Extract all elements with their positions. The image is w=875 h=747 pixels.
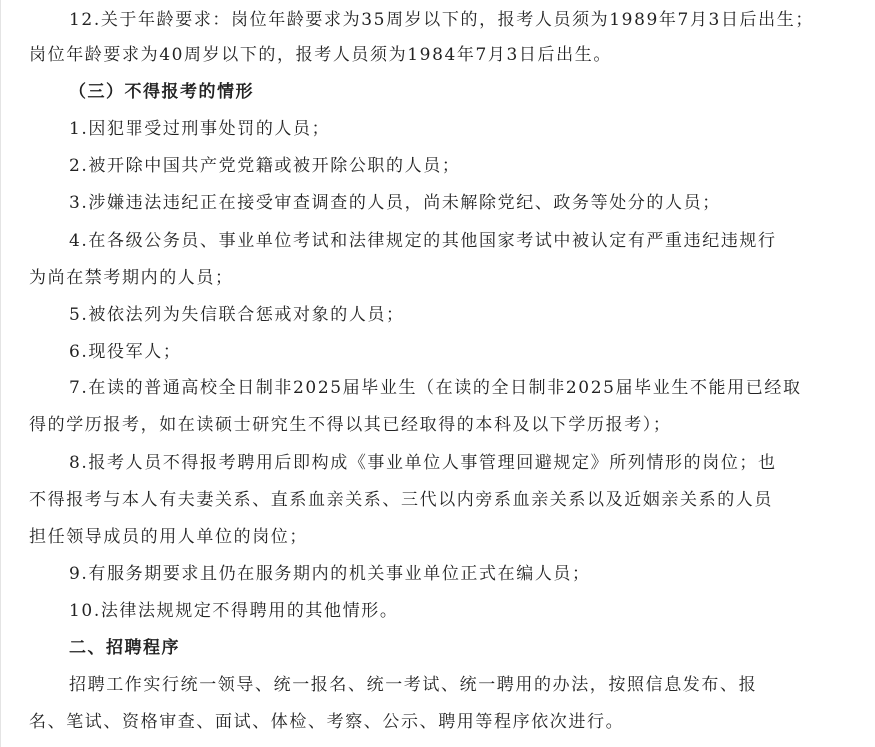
list-item-4-line-2: 为尚在禁考期内的人员； [29, 268, 234, 288]
list-item-6: 6.现役军人； [69, 342, 182, 362]
section-3-heading: （三）不得报考的情形 [69, 82, 254, 102]
list-item-8-line-3: 担任领导成员的用人单位的岗位； [29, 527, 308, 547]
list-item-7-line-1: 7.在读的普通高校全日制非2025届毕业生（在读的全日制非2025届毕业生不能用已经取 [69, 378, 802, 398]
list-item-2: 2.被开除中国共产党党籍或被开除公职的人员； [69, 156, 461, 176]
list-item-3: 3.涉嫌违法违纪正在接受审查调查的人员，尚未解除党纪、政务等处分的人员； [69, 193, 721, 213]
procedure-line-2: 名、笔试、资格审查、面试、体检、考察、公示、聘用等程序依次进行。 [29, 712, 625, 732]
list-item-8-line-2: 不得报考与本人有夫妻关系、直系血亲关系、三代以内旁系血亲关系以及近姻亲关系的人员 [29, 490, 773, 510]
list-item-7-line-2: 得的学历报考，如在读硕士研究生不得以其已经取得的本科及以下学历报考）； [29, 415, 672, 435]
section-2-heading: 二、招聘程序 [69, 638, 180, 658]
procedure-line-1: 招聘工作实行统一领导、统一报名、统一考试、统一聘用的办法，按照信息发布、报 [69, 675, 758, 695]
age-requirement-line-2: 岗位年龄要求为40周岁以下的，报考人员须为1984年7月3日后出生。 [29, 45, 612, 65]
list-item-10: 10.法律法规规定不得聘用的其他情形。 [69, 601, 399, 621]
age-requirement-line-1: 12.关于年龄要求：岗位年龄要求为35周岁以下的，报考人员须为1989年7月3日后出生； [69, 10, 814, 30]
list-item-4-line-1: 4.在各级公务员、事业单位考试和法律规定的其他国家考试中被认定有严重违纪违规行 [69, 231, 777, 251]
list-item-8-line-1: 8.报考人员不得报考聘用后即构成《事业单位人事管理回避规定》所列情形的岗位；也 [69, 453, 777, 473]
list-item-1: 1.因犯罪受过刑事处罚的人员； [69, 119, 331, 139]
list-item-5: 5.被依法列为失信联合惩戒对象的人员； [69, 305, 405, 325]
list-item-9: 9.有服务期要求且仍在服务期内的机关事业单位正式在编人员； [69, 564, 591, 584]
